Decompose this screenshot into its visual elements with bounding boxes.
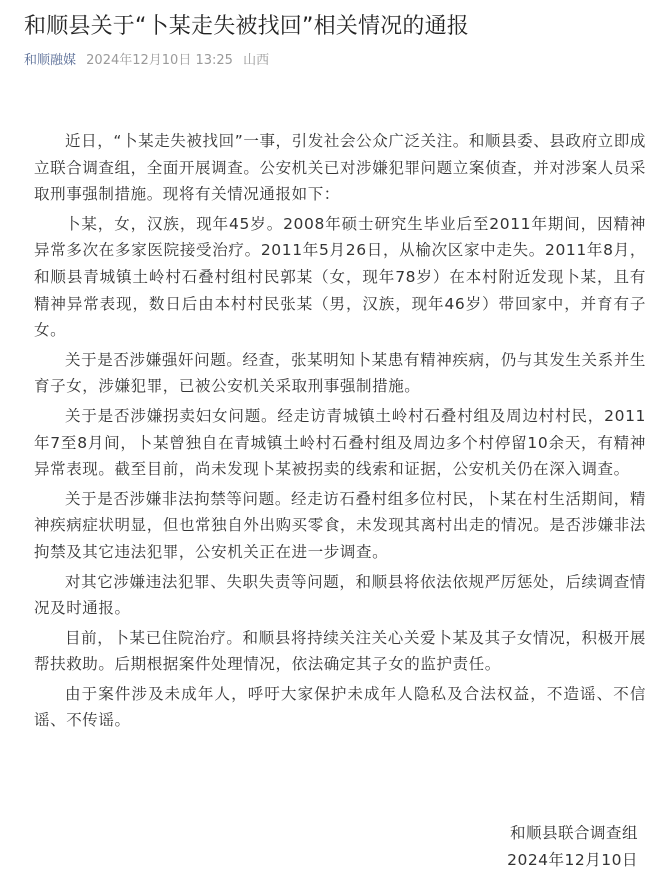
article-body: [34, 128, 646, 737]
paragraph-rape-question: 关于是否涉嫌强奸问题。经查，张某明知卜某患有精神疾病，仍与其发生关系并生育子女，涉嫌犯罪，已被公安机关采取刑事强制措施。: [34, 350, 646, 396]
paragraph-accountability: 对其它涉嫌违法犯罪、失职失责等问题，和顺县将依法依规严厉惩处，后续调查情况及时通报。: [34, 572, 646, 618]
paragraph-intro: 近日，“卜某走失被找回”一事，引发社会公众广泛关注。和顺县委、县政府立即成立联合调查组，全面开展调查。公安机关已对涉嫌犯罪问题立案侦查，并对涉案人员采取刑事强制措施。现将有关情况通报如下：: [34, 132, 646, 204]
signature-date: 2024年12月10日: [507, 851, 638, 869]
publish-location: 山西: [243, 53, 270, 68]
signature-organization: 和顺县联合调查组: [509, 824, 638, 842]
publish-datetime: 2024年12月10日 13:25: [86, 53, 233, 68]
source-account-link[interactable]: 和顺融媒: [24, 53, 77, 68]
paragraph-privacy-appeal: 由于案件涉及未成年人，呼吁大家保护未成年人隐私及合法权益，不造谣、不信谣、不传谣。: [34, 684, 646, 730]
paragraph-detention-question: 关于是否涉嫌非法拘禁等问题。经走访石叠村组多位村民，卜某在村生活期间，精神疾病症状明显，但也常独自外出购买零食，未发现其离村出走的情况。是否涉嫌非法拘禁及其它违法犯罪，公安机关正在进一步调查。: [34, 489, 646, 561]
paragraph-trafficking-question: 关于是否涉嫌拐卖妇女问题。经走访青城镇土岭村石叠村组及周边村村民，2011年7至8月间，卜某曾独自在青城镇土岭村石叠村组及周边多个村停留10余天，有精神异常表现。截至目前，尚未发现卜某被拐卖的线索和证据，公安机关仍在深入调查。: [34, 406, 646, 479]
paragraph-current-status: 目前，卜某已住院治疗。和顺县将持续关注关心关爱卜某及其子女情况，积极开展帮扶救助。后期根据案件处理情况，依法确定其子女的监护责任。: [34, 628, 646, 674]
article-meta: [24, 52, 275, 70]
article-title: 和顺县关于“卜某走失被找回”相关情况的通报: [24, 14, 469, 39]
paragraph-background: 卜某，女，汉族，现年45岁。2008年硕士研究生毕业后至2011年期间，因精神异常多次在多家医院接受治疗。2011年5月26日，从榆次区家中走失。2011年8月，和顺县青城镇土岭村石叠村组村民郭某（女，现年78岁）在本村附近发现卜某，且有精神异常表现，数日后由本村村民张某（男，汉族，现年46岁）带回家中，并育有子女。: [34, 214, 646, 340]
